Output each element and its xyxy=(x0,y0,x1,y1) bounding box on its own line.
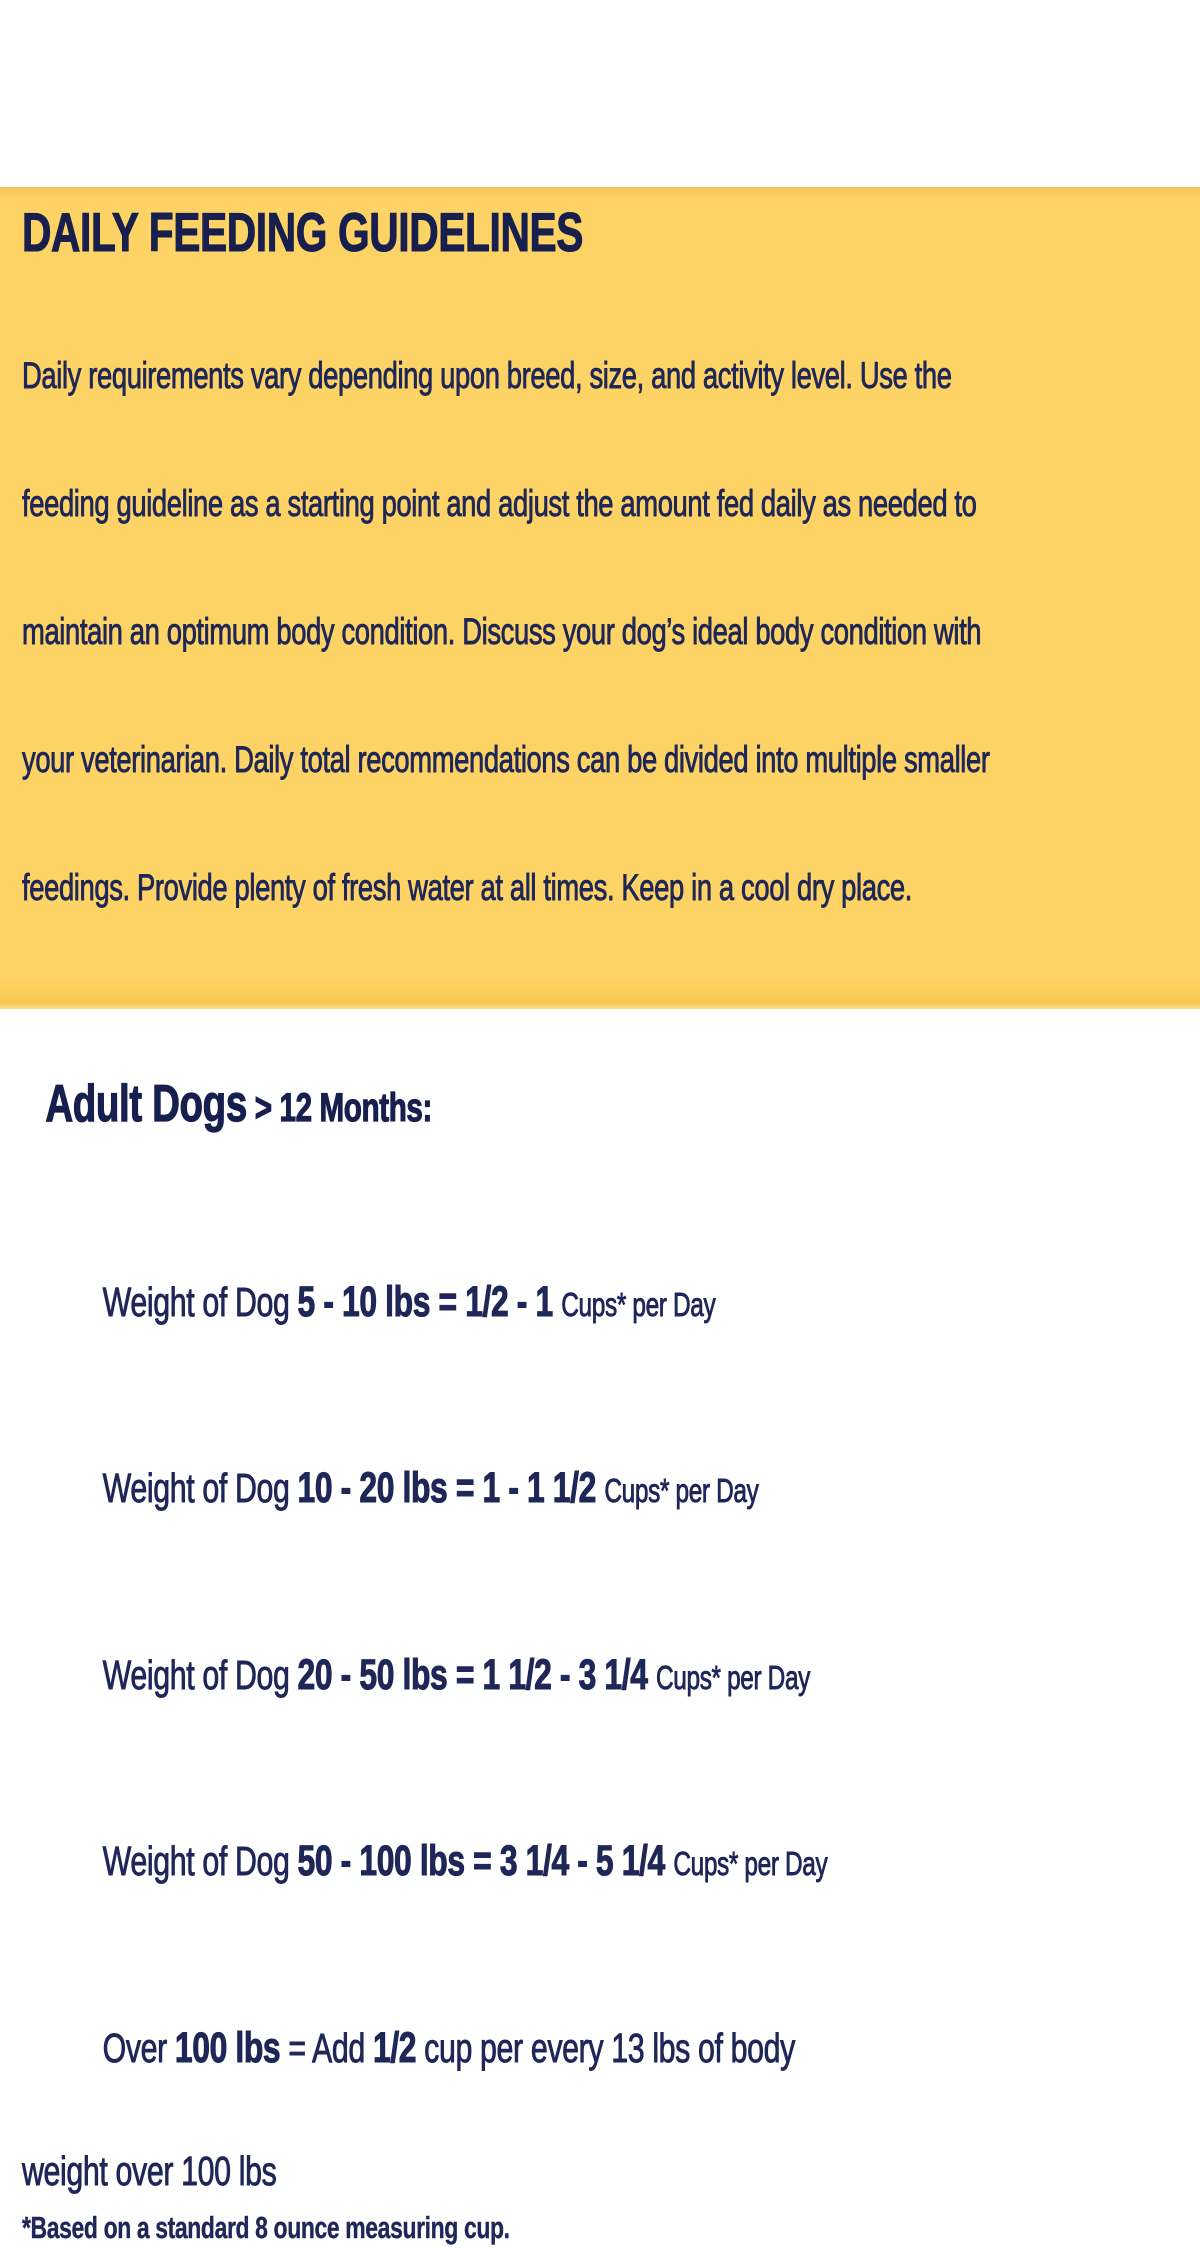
feeding-row-5-10 xyxy=(22,1210,880,1397)
row-range: 50 - 100 lbs = 3 1/4 - 5 1/4 xyxy=(297,1837,674,1885)
adult-dogs-heading-sub: > 12 Months: xyxy=(246,1086,433,1130)
feeding-row-over-100 xyxy=(22,1956,880,2141)
row-label: Weight of Dog xyxy=(102,1465,298,1511)
row-cups: Cups* per Day xyxy=(673,1845,828,1882)
row-label: Weight of Dog xyxy=(102,1278,298,1325)
intro-line: maintain an optimum body condition. Discuss your dog’s ideal body condition with xyxy=(22,611,982,652)
over-mid: = Add xyxy=(280,2024,373,2071)
adult-dogs-heading xyxy=(22,1023,880,1198)
feeding-rows xyxy=(22,1210,1182,2202)
page-title: DAILY FEEDING GUIDELINES xyxy=(22,201,584,263)
feeding-row-50-100 xyxy=(22,1770,880,1957)
intro-paragraph xyxy=(22,270,990,994)
intro-line: Daily requirements vary depending upon breed, size, and activity level. Use the xyxy=(22,355,952,396)
over-pre: Over xyxy=(102,2024,175,2071)
feeding-row-10-20 xyxy=(22,1397,880,1584)
row-cups: Cups* per Day xyxy=(561,1285,716,1323)
measuring-cup-footnote: *Based on a standard 8 ounce measuring cup. xyxy=(22,2210,510,2245)
row-range: 20 - 50 lbs = 1 1/2 - 3 1/4 xyxy=(297,1650,657,1699)
row-label: Weight of Dog xyxy=(102,1651,298,1698)
feeding-row-over-100-cont: weight over 100 lbs xyxy=(22,2147,277,2194)
row-cups: Cups* per Day xyxy=(604,1472,759,1509)
intro-line: feeding guideline as a starting point and adjust the amount fed daily as needed to xyxy=(22,483,977,524)
adult-dogs-heading-main: Adult Dogs xyxy=(45,1075,247,1133)
over-rest: cup per every 13 lbs of body xyxy=(416,2024,795,2071)
row-label: Weight of Dog xyxy=(102,1838,298,1884)
feeding-row-20-50 xyxy=(22,1583,880,1770)
row-range: 10 - 20 lbs = 1 - 1 1/2 xyxy=(297,1464,605,1512)
intro-line: your veterinarian. Daily total recommendations can be divided into multiple smaller xyxy=(22,739,990,780)
over-weight: 100 lbs xyxy=(174,2023,281,2072)
panel-content xyxy=(22,201,1182,2248)
over-amount: 1/2 xyxy=(372,2023,417,2072)
feeding-guidelines-panel xyxy=(0,187,1200,2245)
intro-line: feedings. Provide plenty of fresh water at all times. Keep in a cool dry place. xyxy=(22,867,913,908)
row-cups: Cups* per Day xyxy=(656,1658,811,1696)
row-range: 5 - 10 lbs = 1/2 - 1 xyxy=(297,1277,562,1326)
